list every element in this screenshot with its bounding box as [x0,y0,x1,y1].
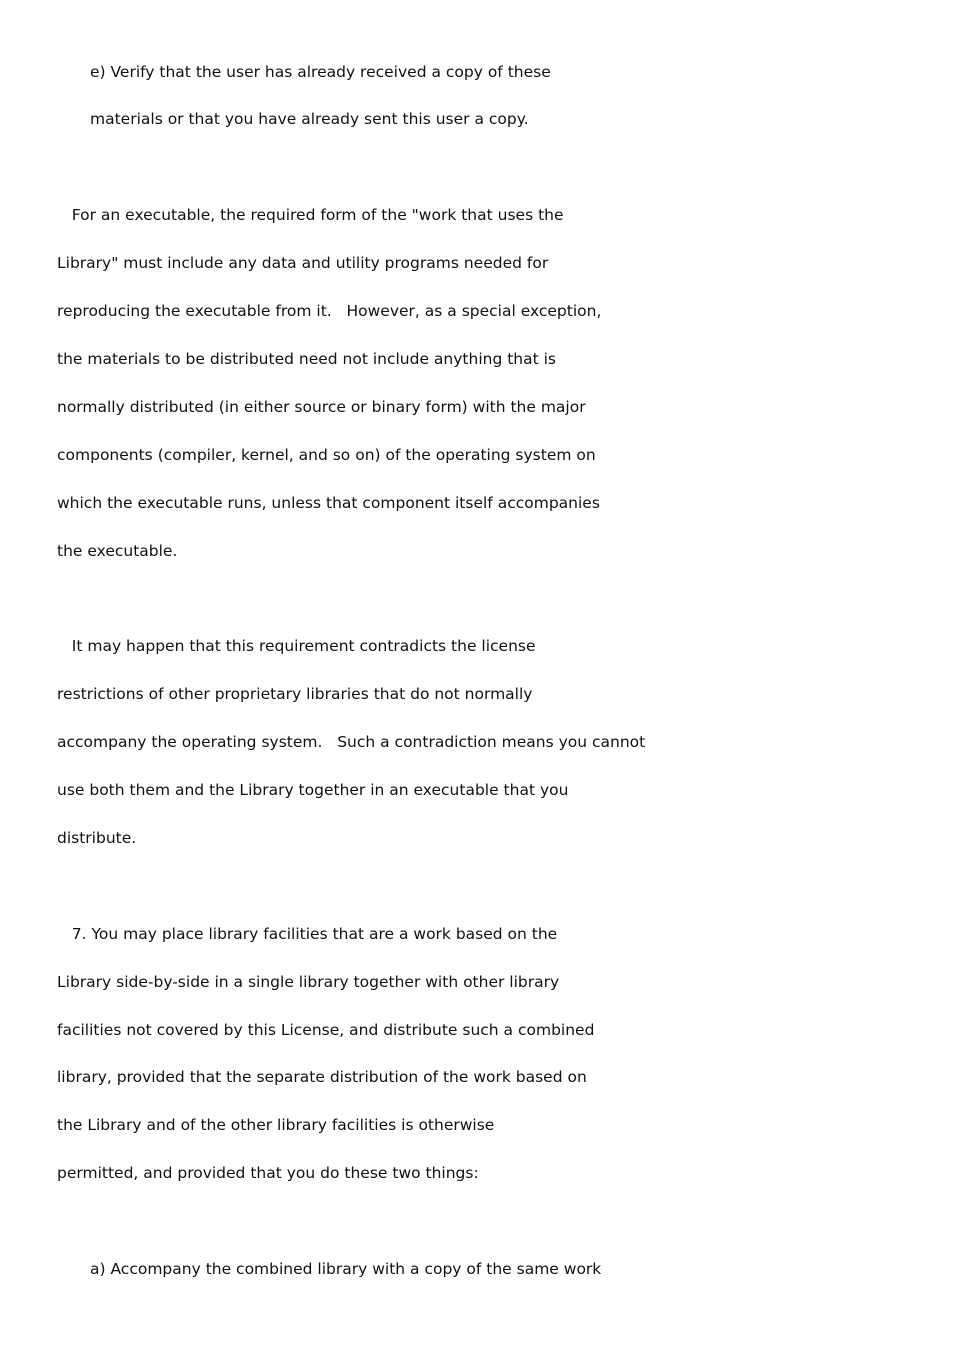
text-line: facilities not covered by this License, and distribute such a combined [57,1021,595,1039]
text-line: Library" must include any data and utility programs needed for [57,254,549,272]
text-line: library, provided that the separate distribution of the work based on [57,1068,587,1086]
text-line: reproducing the executable from it. However, as a special exception, [57,302,602,320]
text-line: It may happen that this requirement contradicts the license [57,637,536,655]
text-line: Library side-by-side in a single library together with other library [57,973,560,991]
text-line: a) Accompany the combined library with a copy of the same work [90,1260,602,1278]
text-line: restrictions of other proprietary libraries that do not normally [57,685,533,703]
text-line: which the executable runs, unless that component itself accompanies [57,494,600,512]
text-line: the materials to be distributed need not include anything that is [57,350,557,368]
text-line: For an executable, the required form of the "work that uses the [57,206,564,224]
text-line: 7. You may place library facilities that are a work based on the [57,925,558,943]
text-line: permitted, and provided that you do these two things: [57,1164,479,1182]
text-line: components (compiler, kernel, and so on) of the operating system on [57,446,596,464]
text-line: normally distributed (in either source or binary form) with the major [57,398,586,416]
text-line: the executable. [57,542,178,560]
text-line: materials or that you have already sent this user a copy. [90,110,529,128]
text-line: the Library and of the other library facilities is otherwise [57,1116,495,1134]
text-line: use both them and the Library together in an executable that you [57,781,569,799]
text-line: accompany the operating system. Such a contradiction means you cannot [57,733,646,751]
text-line: distribute. [57,829,137,847]
text-line: e) Verify that the user has already received a copy of these [90,63,551,81]
